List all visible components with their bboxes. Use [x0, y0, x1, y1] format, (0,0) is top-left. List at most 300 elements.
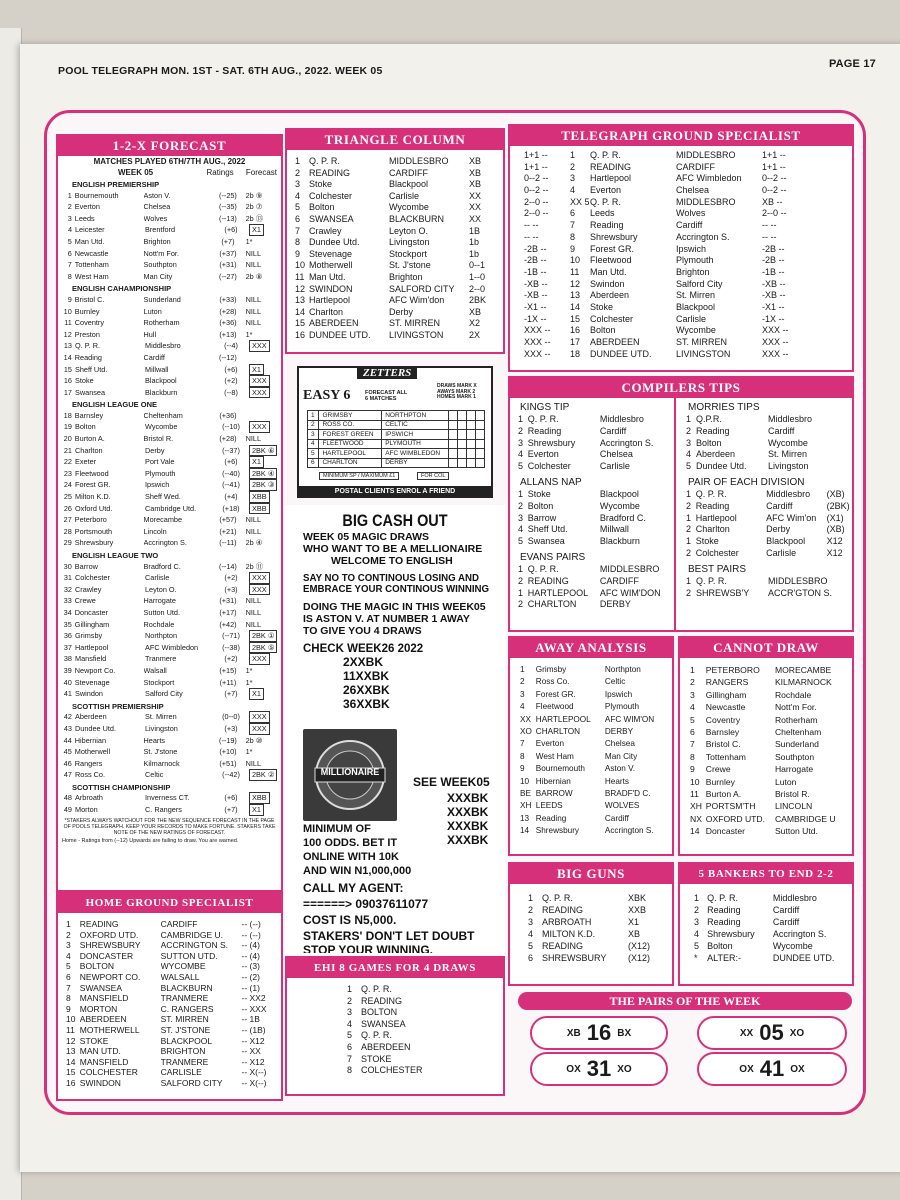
- cell: 8: [66, 993, 71, 1004]
- tip-row: [510, 449, 674, 461]
- cell: BLACKPOOL: [160, 1035, 213, 1046]
- away-team: Blackburn: [145, 387, 178, 397]
- cell: Everton: [535, 739, 565, 749]
- cell: MANSFIELD: [79, 993, 129, 1004]
- list-row: [524, 162, 848, 174]
- cell: XH: [520, 801, 532, 811]
- home-team: Forest GR.: [75, 480, 111, 490]
- cell: 1+1 --: [762, 161, 786, 172]
- mark-box[interactable]: [467, 458, 476, 468]
- cell: 5: [66, 961, 71, 972]
- cell: 7: [347, 1053, 353, 1064]
- cell: Salford City: [676, 278, 723, 289]
- cell: 5: [694, 941, 700, 951]
- away-analysis-panel: [508, 636, 674, 856]
- see-code: XXXBK: [447, 819, 489, 833]
- cell: Q. P. R.: [361, 984, 392, 994]
- header-title: POOL TELEGRAPH MON. 1ST - SAT. 6TH AUG., 2022. WEEK 05: [58, 65, 383, 77]
- list-row: [694, 892, 848, 904]
- mark-box[interactable]: [467, 439, 476, 449]
- ehi-list: [287, 978, 503, 1077]
- cell: XX: [469, 213, 482, 224]
- cell: Reading: [696, 425, 730, 436]
- cell: Reading: [590, 220, 624, 231]
- ground-title: TELEGRAPH GROUND SPECIALIST: [510, 126, 852, 146]
- forecast-value: 2b ④: [245, 538, 263, 548]
- cell: 8: [570, 231, 576, 242]
- list-row: [66, 961, 277, 972]
- rating: (+28): [219, 434, 237, 444]
- forecast-footnote-2: Home - Ratings from (--12) Upwards are failing to draw. You are warned.: [62, 838, 239, 845]
- list-row: [295, 191, 499, 203]
- mark-box[interactable]: [458, 420, 467, 430]
- cell: -- XXX: [241, 1003, 267, 1014]
- cell: 17: [570, 337, 581, 347]
- cell: Q. P. R.: [590, 196, 621, 207]
- fixture-number: 17: [63, 387, 72, 397]
- mark-box[interactable]: [449, 458, 458, 468]
- fixture-number: 7: [67, 260, 72, 270]
- fixture-number: 8: [67, 271, 72, 281]
- forecast-value: 2b ⑩: [245, 735, 263, 745]
- cell: 2: [690, 677, 695, 688]
- away-team: Port Vale: [145, 457, 175, 467]
- home-team: Barrow: [74, 561, 98, 571]
- cell: 8: [295, 237, 301, 248]
- cell: READING: [590, 161, 632, 172]
- cell: 14: [295, 306, 306, 317]
- pair-number: 41: [759, 1056, 785, 1081]
- tip-heading: PAIR OF EACH DIVISION: [688, 476, 805, 488]
- cell: 0--2 --: [762, 185, 787, 196]
- cell: Reading: [707, 905, 741, 915]
- cell: READING: [542, 941, 584, 951]
- list-row: [690, 714, 850, 726]
- cell: 1+1 --: [524, 150, 548, 160]
- rating: (+57): [219, 515, 237, 525]
- away-team: Lincoln: [143, 526, 167, 536]
- list-row: [524, 197, 848, 209]
- cell: 10: [570, 255, 581, 266]
- fixture-number: 44: [63, 735, 72, 745]
- big-guns-table: [510, 884, 672, 964]
- mark-box[interactable]: [476, 458, 485, 468]
- list-row: [295, 260, 499, 272]
- cell: BLACKBURN: [389, 213, 445, 224]
- cell: Everton: [590, 185, 622, 196]
- fixture-row: [58, 294, 281, 306]
- home-team: Rangers: [74, 758, 103, 768]
- rating: (+36): [219, 318, 237, 328]
- fixture-row: [58, 804, 281, 816]
- list-row: [690, 813, 850, 825]
- cell: Cardiff: [772, 905, 800, 915]
- cell: -- --: [524, 220, 539, 231]
- legend-line: DRAWS MARK X: [437, 383, 477, 389]
- list-row: [524, 290, 848, 302]
- advert-panel: [285, 505, 505, 955]
- cell: XXB: [628, 905, 647, 915]
- mark-box[interactable]: [458, 439, 467, 449]
- cell: 2--0: [469, 283, 486, 294]
- pair-prefix: OX: [739, 1063, 754, 1075]
- cell: READING: [527, 575, 569, 586]
- cell: 3: [694, 917, 700, 927]
- cell: SWINDON: [79, 1077, 121, 1088]
- home-team: Milton K.D.: [75, 492, 111, 502]
- cell: -X1 --: [762, 301, 785, 312]
- cell: 4: [690, 702, 695, 713]
- mark-box[interactable]: [476, 411, 485, 421]
- mark-box[interactable]: [476, 430, 485, 440]
- cell: Charlton: [695, 524, 730, 535]
- away-team: Plymouth: [145, 468, 176, 478]
- tip-row: [510, 513, 674, 525]
- mark-box[interactable]: [449, 420, 458, 430]
- cell: West Ham: [535, 751, 574, 761]
- cell: Ipswich: [604, 689, 633, 699]
- away-team: Inverness CT.: [145, 793, 190, 803]
- easy6-cell: CHARLTON: [319, 458, 382, 468]
- forecast-value: 2BK ③: [249, 479, 277, 491]
- fixture-number: 16: [63, 376, 72, 386]
- mark-box[interactable]: [476, 420, 485, 430]
- away-team: Tranmere: [145, 654, 177, 664]
- cell: 10: [66, 1014, 76, 1025]
- cell: Q. P. R.: [695, 488, 727, 499]
- rating: (+51): [219, 758, 237, 768]
- home-team: Fleetwood: [75, 468, 109, 478]
- cell: Cardiff: [604, 813, 629, 823]
- cell: PORTSM'TH: [705, 801, 756, 812]
- forecast-value: X1: [249, 456, 264, 468]
- mark-box[interactable]: [467, 420, 476, 430]
- list-row: [295, 214, 499, 226]
- list-row: [520, 676, 670, 688]
- cell: DONCASTER: [79, 950, 134, 961]
- cell: -- (--): [241, 929, 261, 940]
- cell: BE: [520, 788, 531, 798]
- list-row: [295, 330, 499, 342]
- list-row: [524, 255, 848, 267]
- cell: 2: [686, 547, 692, 558]
- cell: Northpton: [604, 665, 641, 674]
- fixture-row: [58, 375, 281, 387]
- tip-heading: KINGS TIP: [520, 402, 570, 413]
- mark-box[interactable]: [467, 411, 476, 421]
- cell: CAMBRIDGE U.: [160, 929, 223, 940]
- fixture-number: 14: [63, 352, 72, 362]
- mark-box[interactable]: [449, 411, 458, 421]
- fixture-row: [58, 364, 281, 376]
- cell: Burnley: [705, 776, 735, 787]
- home-team: Grimsby: [75, 631, 103, 641]
- cell: 2: [686, 587, 692, 598]
- cell: 12: [570, 278, 581, 289]
- forecast-title: 1-2-X FORECAST: [58, 136, 281, 156]
- mark-box[interactable]: [449, 439, 458, 449]
- home-team: Exeter: [75, 457, 97, 467]
- fixture-row: [58, 433, 281, 445]
- rating: (+28): [219, 306, 237, 316]
- cell: XB --: [762, 196, 783, 207]
- rating: (--35): [219, 202, 237, 212]
- home-team: Sheff Utd.: [75, 364, 108, 374]
- cell: Hibernian: [535, 776, 571, 786]
- mark-box[interactable]: [458, 430, 467, 440]
- easy6-cell: GRIMSBY: [319, 411, 382, 421]
- see-code: XXXBK: [447, 805, 489, 819]
- forecast-value: XXX: [249, 711, 270, 723]
- list-row: [528, 928, 668, 940]
- list-row: [66, 1014, 277, 1025]
- home-team: Colchester: [75, 573, 110, 583]
- rating: (--4): [224, 341, 238, 351]
- pair-pill: [530, 1016, 668, 1050]
- fixture-row: [58, 711, 281, 723]
- cell: Southpton: [774, 751, 815, 762]
- pair-suffix: BX: [617, 1027, 632, 1039]
- cell: Forest GR.: [590, 243, 635, 254]
- cell: 2: [686, 425, 692, 436]
- away-team: Millwall: [145, 364, 169, 374]
- fixture-row: [58, 514, 281, 526]
- forecast-value: 2BK ⑤: [249, 642, 277, 654]
- rating: (+2): [224, 654, 238, 664]
- easy6-cell: IPSWICH: [382, 430, 449, 440]
- fixture-row: [58, 758, 281, 770]
- forecast-value: NILL: [245, 515, 262, 525]
- fixture-row: [58, 769, 281, 781]
- cell: DUNDEE UTD.: [772, 953, 835, 963]
- mark-box[interactable]: [458, 449, 467, 459]
- fixture-number: 32: [63, 584, 72, 594]
- cell: XB: [469, 156, 482, 166]
- cell: 1: [690, 665, 695, 675]
- ad-line-8: TO GIVE YOU 4 DRAWS: [303, 625, 422, 637]
- list-row: [524, 185, 848, 197]
- rating: (--42): [222, 770, 240, 780]
- cell: ALTER:-: [707, 953, 741, 963]
- cell: 0--2 --: [762, 173, 787, 184]
- list-row: [528, 916, 668, 928]
- cell: 0--1: [469, 260, 486, 271]
- mark-box[interactable]: [476, 449, 485, 459]
- cell: 3: [528, 917, 534, 927]
- forecast-value: [246, 352, 279, 364]
- cell: 1: [686, 414, 692, 424]
- list-row: [295, 237, 499, 249]
- fixture-number: 42: [63, 712, 72, 722]
- cell: HARTLEPOOL: [527, 587, 589, 598]
- home-team: Arbroath: [75, 793, 103, 803]
- ad-code: 26XXBK: [343, 683, 390, 697]
- cell: -XB --: [524, 290, 548, 301]
- see-code: XXXBK: [447, 833, 489, 847]
- mark-box[interactable]: [449, 449, 458, 459]
- cell: 4: [518, 449, 524, 460]
- list-row: [295, 307, 499, 319]
- millionaire-logo: [303, 729, 397, 821]
- cell: Wolves: [676, 208, 706, 219]
- cell: Accrington S.: [772, 929, 827, 939]
- ad-phone: ======> 09037611077: [303, 897, 429, 911]
- easy6-title: EASY 6: [303, 388, 351, 403]
- list-row: [520, 825, 670, 837]
- list-row: [66, 951, 277, 962]
- tip-row: [510, 461, 674, 473]
- cell: -XB --: [762, 278, 786, 289]
- mark-box[interactable]: [467, 430, 476, 440]
- cell: Chelsea: [604, 739, 635, 749]
- away-team: Celtic: [145, 770, 164, 780]
- cell: XH: [690, 801, 702, 812]
- rating: (--12): [219, 352, 237, 362]
- fixture-row: [58, 201, 281, 213]
- list-row: [524, 314, 848, 326]
- cell: Tottenham: [705, 751, 746, 762]
- cell: 6: [570, 208, 576, 219]
- cell: Wycombe: [768, 437, 808, 448]
- cell: 2: [518, 575, 524, 586]
- cell: Doncaster: [705, 826, 745, 837]
- cell: X2: [469, 318, 481, 329]
- rating: (+10): [219, 747, 237, 757]
- fixture-row: [58, 607, 281, 619]
- cell: 5: [686, 461, 692, 472]
- forecast-value: NILL: [245, 596, 262, 606]
- fixture-row: [58, 259, 281, 271]
- list-row: [295, 318, 499, 330]
- home-team: Charlton: [75, 445, 103, 455]
- fixture-row: [58, 642, 281, 654]
- cell: Grimsby: [535, 665, 567, 674]
- cell: WALSALL: [160, 971, 200, 982]
- rating: (--71): [222, 631, 240, 641]
- away-team: Wycombe: [145, 422, 178, 432]
- forecast-value: XXX: [249, 421, 270, 433]
- ad-headline: BIG CASH OUT: [342, 511, 448, 530]
- tip-row: [678, 426, 854, 438]
- fixture-row: [58, 584, 281, 596]
- list-row: [295, 168, 499, 180]
- list-row: [347, 1065, 499, 1077]
- fixture-number: 35: [63, 619, 72, 629]
- away-team: Chelsea: [143, 202, 171, 212]
- fixture-number: 12: [63, 329, 72, 339]
- rating: (--27): [219, 271, 237, 281]
- cell: XB: [628, 929, 641, 939]
- easy6-cell: FLEETWOOD: [319, 439, 382, 449]
- home-team: Stoke: [75, 376, 94, 386]
- mark-box[interactable]: [476, 439, 485, 449]
- away-team: Kilmarnock: [143, 758, 180, 768]
- rating: (+36): [219, 410, 237, 420]
- cell: C. RANGERS: [160, 1003, 214, 1014]
- cell: Nott'm For.: [774, 702, 817, 713]
- cell: -1B --: [762, 266, 785, 277]
- rating: (--37): [222, 445, 240, 455]
- ad-cost: COST IS N5,000.: [303, 913, 397, 927]
- mark-box[interactable]: [458, 411, 467, 421]
- cell: Bolton: [707, 941, 733, 951]
- list-row: [66, 1036, 277, 1047]
- cell: 14: [520, 826, 530, 836]
- cell: ABERDEEN: [590, 337, 640, 347]
- easy6-cell: CELTIC: [382, 420, 449, 430]
- cell: 1: [686, 488, 692, 499]
- cell: Middlesbro: [772, 893, 817, 903]
- fixture-number: 6: [67, 248, 72, 258]
- tip-row: [510, 576, 674, 588]
- cell: Stoke: [590, 301, 614, 312]
- fixture-number: 28: [63, 526, 72, 536]
- mark-box[interactable]: [449, 430, 458, 440]
- mark-box[interactable]: [467, 449, 476, 459]
- cell: SWINDON: [309, 283, 353, 294]
- cell: SHREWSBURY: [79, 940, 141, 951]
- rating: (+42): [219, 619, 237, 629]
- cell: Shrewsbury: [527, 437, 576, 448]
- cell: ST. MIRREN: [676, 337, 728, 347]
- cell: 7: [295, 225, 301, 236]
- list-row: [524, 232, 848, 244]
- ad-win: AND WIN N1,000,000: [303, 865, 412, 877]
- cell: -- X(--): [241, 1077, 267, 1088]
- cell: Cardiff: [676, 220, 703, 231]
- away-team: Stockport: [143, 677, 175, 687]
- easy6-cell: 2: [308, 420, 319, 430]
- easy6-cell: NORTHPTON: [382, 411, 449, 421]
- cell: Bolton: [696, 437, 722, 448]
- list-row: [528, 904, 668, 916]
- cell: 13: [295, 295, 306, 306]
- fixture-number: 11: [64, 318, 72, 328]
- cell: XX: [469, 190, 482, 201]
- cell: Stoke: [527, 488, 551, 499]
- cell: 1: [518, 587, 524, 598]
- list-row: [347, 1019, 499, 1031]
- cell: -2B --: [762, 243, 785, 254]
- mark-box[interactable]: [458, 458, 467, 468]
- cell: Accrington S.: [676, 231, 730, 242]
- cell: Accrington S.: [604, 826, 654, 836]
- pairs-week-title: THE PAIRS OF THE WEEK: [518, 992, 852, 1010]
- cell: 2: [570, 161, 576, 172]
- cell: 4: [520, 702, 525, 712]
- fixture-row: [58, 735, 281, 747]
- previous-page-edge: [0, 28, 22, 1200]
- cell: Fleetwood: [535, 702, 574, 712]
- fixture-number: 5: [67, 236, 72, 246]
- list-row: [528, 892, 668, 904]
- cell: -1X --: [762, 313, 785, 324]
- league-heading: ENGLISH PREMIERSHIP: [72, 180, 160, 189]
- forecast-value: NILL: [245, 434, 262, 444]
- cell: 4: [570, 185, 576, 196]
- forecast-value: XBB: [249, 792, 270, 804]
- cell: -- --: [762, 220, 777, 231]
- ad-code: 36XXBK: [343, 697, 390, 711]
- see-week: SEE WEEK05: [413, 775, 490, 789]
- home-team: Preston: [74, 329, 100, 339]
- cell: 9: [570, 243, 576, 254]
- fixture-row: [58, 213, 281, 225]
- fixture-number: 45: [63, 747, 72, 757]
- cell: Stockport: [389, 248, 428, 259]
- list-row: [295, 156, 499, 168]
- home-team: Oxford Utd.: [75, 503, 113, 513]
